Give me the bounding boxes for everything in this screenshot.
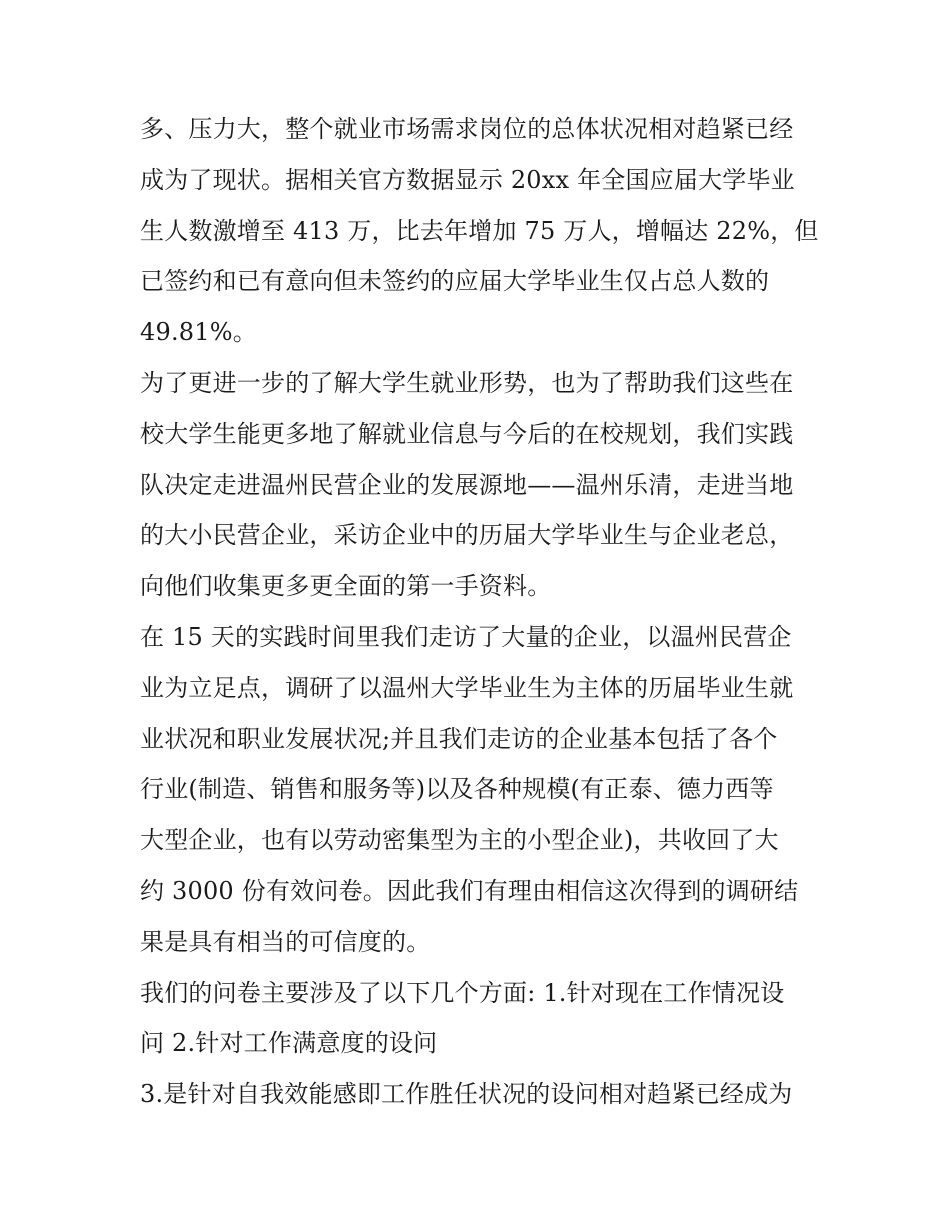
text-line: 49.81%。: [140, 318, 257, 347]
text-line: 问 2.针对工作满意度的设问: [140, 1029, 438, 1058]
text-line: 的大小民营企业，采访企业中的历届大学毕业生与企业老总，: [140, 521, 794, 550]
text-line: 业为立足点，调研了以温州大学毕业生为主体的历届毕业生就: [140, 673, 794, 702]
text-line: 在 15 天的实践时间里我们走访了大量的企业，以温州民营企: [140, 622, 792, 651]
text-line: 多、压力大，整个就业市场需求岗位的总体状况相对趋紧已经: [140, 115, 794, 143]
text-line: 向他们收集更多更全面的第一手资料。: [140, 572, 552, 601]
body-text: [140, 104, 820, 1120]
text-line: 3.是针对自我效能感即工作胜任状况的设问相对趋紧已经成为: [140, 1080, 793, 1109]
text-line: 校大学生能更多地了解就业信息与今后的在校规划，我们实践: [140, 419, 794, 448]
text-line: 大型企业，也有以劳动密集型为主的小型企业)，共收回了大: [140, 826, 779, 855]
text-line: 行业(制造、销售和服务等)以及各种规模(有正泰、德力西等: [140, 775, 774, 804]
text-line: 约 3000 份有效问卷。因此我们有理由相信这次得到的调研结: [140, 876, 799, 905]
text-line: 业状况和职业发展状况;并且我们走访的企业基本包括了各个: [140, 724, 778, 753]
text-line: 为了更进一步的了解大学生就业形势，也为了帮助我们这些在: [140, 368, 794, 397]
text-line: 我们的问卷主要涉及了以下几个方面: 1.针对现在工作情况设: [140, 978, 785, 1007]
text-line: 成为了现状。据相关官方数据显示 20xx 年全国应届大学毕业: [140, 165, 795, 194]
text-line: 果是具有相当的可信度的。: [140, 927, 431, 956]
text-line: 生人数激增至 413 万，比去年增加 75 万人，增幅达 22%，但: [140, 216, 819, 245]
text-line: 队决定走进温州民营企业的发展源地——温州乐清，走进当地: [140, 470, 794, 499]
text-line: 已签约和已有意向但未签约的应届大学毕业生仅占总人数的: [140, 267, 770, 296]
